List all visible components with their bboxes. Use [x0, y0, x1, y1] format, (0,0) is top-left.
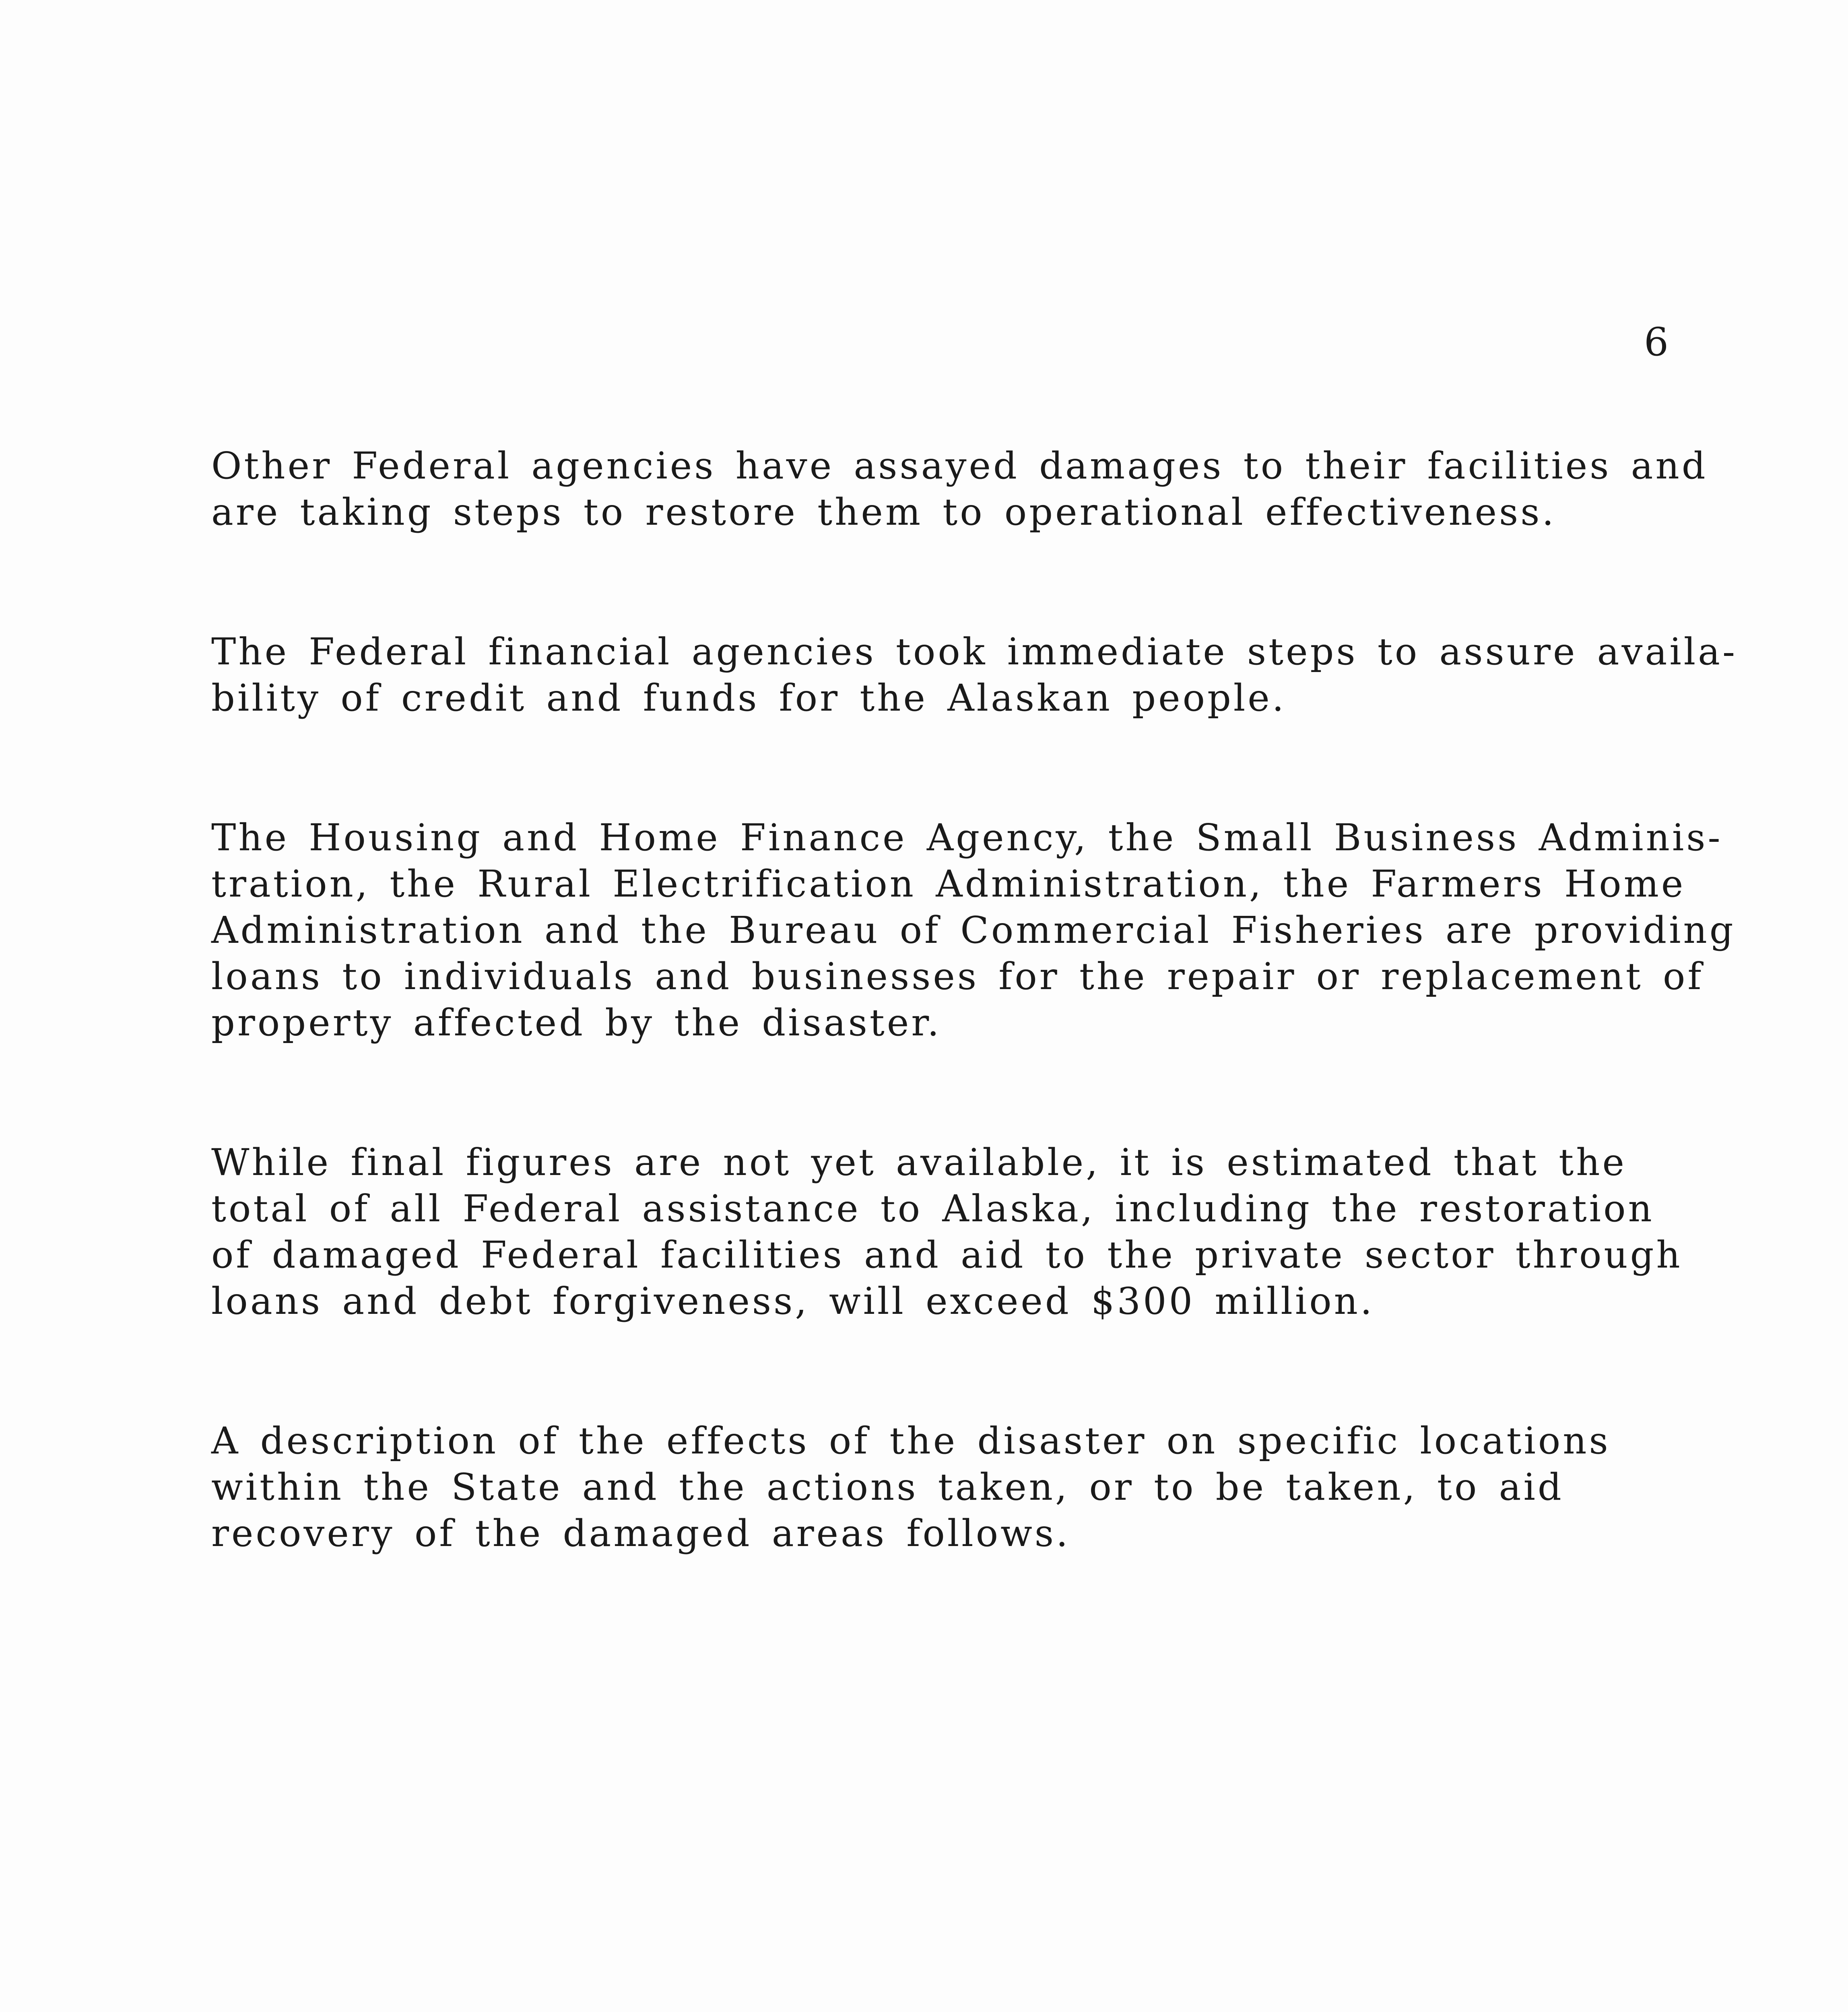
text-line: bility of credit and funds for the Alaskan people.	[211, 676, 1286, 719]
text-line: tration, the Rural Electrification Administration, the Farmers Home	[211, 862, 1686, 905]
text-line: loans to individuals and businesses for the repair or replacement of	[211, 955, 1704, 998]
text-line: are taking steps to restore them to operational effectiveness.	[211, 491, 1556, 534]
document-body	[211, 443, 1738, 1650]
text-line: A description of the effects of the disaster on specific locations	[211, 1419, 1611, 1462]
paragraph-federal-agencies-damages	[211, 443, 1708, 535]
text-line: recovery of the damaged areas follows.	[211, 1512, 1070, 1555]
text-line: total of all Federal assistance to Alaska, including the restoration	[211, 1187, 1654, 1230]
paragraph-loan-providers	[211, 814, 1736, 1046]
paragraph-assistance-estimate	[211, 1139, 1683, 1324]
paragraph-description-follows	[211, 1418, 1680, 1556]
text-line: The Federal financial agencies took immediate steps to assure availa-	[211, 630, 1738, 673]
text-line: of damaged Federal facilities and aid to the private sector through	[211, 1233, 1683, 1276]
text-line: within the State and the actions taken, or to be taken, to aid	[211, 1466, 1564, 1509]
text-line: loans and debt forgiveness, will exceed $300 million.	[211, 1280, 1375, 1323]
text-line: The Housing and Home Finance Agency, the Small Business Adminis-	[211, 816, 1723, 859]
text-line: property affected by the disaster.	[211, 1001, 942, 1044]
text-line: While final figures are not yet available, it is estimated that the	[211, 1141, 1627, 1184]
page-number: 6	[1644, 320, 1669, 365]
text-line: Administration and the Bureau of Commercial Fisheries are providing	[211, 909, 1736, 952]
text-line: Other Federal agencies have assayed damages to their facilities and	[211, 444, 1708, 487]
paragraph-financial-agencies	[211, 629, 1738, 721]
